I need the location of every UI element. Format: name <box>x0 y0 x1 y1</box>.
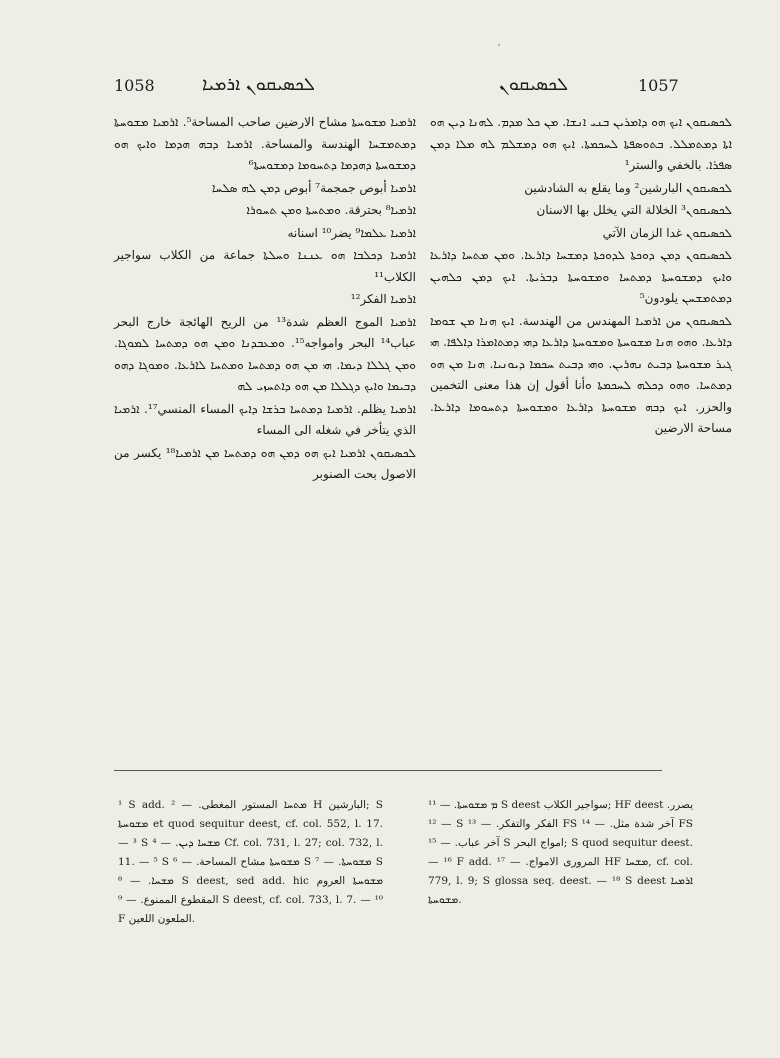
right-running-title: ܠܟܣܝܩܘܢ <box>499 74 569 95</box>
left-page-number: 1058 <box>114 76 155 95</box>
right-column <box>430 112 732 441</box>
entry: ܠܟܣܝܩܘܢ البارشين² وما يقلع به الشادشين <box>524 180 732 195</box>
entry: ܠܟܣܝܩܘܢ غدا الزمان الآتي <box>602 225 732 240</box>
entry: ܐܪܡܝܐ الفكر¹² <box>350 292 416 306</box>
left-running-title: ܠܟܣܝܩܘܢ ܐܪܡܝܐ <box>202 74 315 95</box>
page-header <box>114 74 679 102</box>
entry: ܠܟܣܝܩܘܢ ܕܡܢ ܕܘܟܬܐ ܠܕܘܟܬܐ ܕܡܫܚܐ ܕܐܪܥܐ. ܘܡܢ ܡܬܚܐ ܕܐܪܥܐ ܘܐܝܟ ܕܡܫܘܚܬܐ ܕܡܬܚܐ ܘܡܫܘܚܬܐ ܕܒܪܝܬܐ. ܐܝܟ ܕܡܢ ܟܠܗܝܢ ܕܡܬܡܫܚܢ يلودون⁵ <box>430 248 732 305</box>
footnote-block: ܡ ܡܫܘܚܬܐ. — ¹¹ S deest سواجير الكلاب; HF deest يصرر. — ¹² S الفكر والتفكر. — ¹³ FS آخر شدة مثل. — ¹⁴ FS آخر عباب. — ¹⁵ S امواج البحر; S quod sequitur deest. — ¹⁶ F add. المرورى الامواج. — ¹⁷ HF ܡܫܚܐ, cf. col. 779, l. 9; S glossa seq. deest. — ¹⁸ S deest ܐܪܡܝܐ ܡܫܘܚܬܐ. <box>428 799 694 906</box>
footnotes-right <box>428 796 693 910</box>
entry: ܐܪܡܝܐ يظلم. ܐܪܡܝܐ ܕܡܬܚܐ ܒܪܫܐ ܕܐܝܟ المساء المنسي¹⁷. ܐܪܡܝܐ الذي يتأخر في شغله الى المساء <box>114 401 416 437</box>
entry: ܠܟܣܝܩܘܢ ܐܪܡܝܐ ܐܝܟ ܗܘ ܕܡܢ ܗܘ ܕܡܬܚܐ ܡܢ ܐܪܡܝܐ¹⁸ يكسر من الاصول بحت الصنوبر <box>114 445 416 481</box>
footnote-divider <box>114 770 662 771</box>
page-speck <box>498 44 500 46</box>
entry: ܐܪܡܝܐ⁸ بحترقة. ܘܡܬܚܬܐ ܘܡܢ ܬܚܘܪܐ <box>246 203 416 217</box>
entry: ܠܟܣܝܩܘܢ ܐܝܟ ܗܘ ܕܐܡܪܝܢ ܒܢܝ ܐܢܫܐ. ܡܢ ܟܠ ܡܕܡ. ܠܗܢܐ ܕܝܢ ܗܘ ܐܬܐ ܕܡܬܡܠܠ. ܒܬܘܣܦܬܐ ܠܚܟܡܬܐ. ܐܝܟ ܗܘ ܕܡܫܠܡ ܠܗ ܡܠܐ ܕܡܢ ܣܦܪܐ. بالخفي والستر¹ <box>430 115 732 172</box>
entry: ܐܪܡܝܐ ܥܠܡܐ⁹ يضر¹⁰ اسنانه <box>287 225 416 240</box>
footnote-block: ¹ S add. ܡܬܚܐ المستور المغطى. — ² H البارشين; S ܡܫܘܚܬܐ et quod sequitur deest, cf. col. 552, l. 17. — ³ S ܡܫܚܐ ܕܝܢ. — ⁴ Cf. col. 731, l. 27; col. 732, l. 11. — ⁵ S ܡܫܘܚܬܐ مشاح المساحة. — ⁶ S ܡܫܘܚܬܐ. — ⁷ S ܡܫܚܐ. — ⁸ S deest, sed add. hic ܡܫܘܚܬܐ العروم المقطوع الممنوع. — ⁹ S deest, cf. col. 733, l. 7. — ¹⁰ F الملعون اللعين. <box>118 799 384 925</box>
left-column <box>114 112 416 487</box>
entry: ܐܪܡܝܐ الموج العظم شدة¹³ من الريح الهائجة خارج البحر عباب¹⁴ البحر وامواجه¹⁵. ܘܡܥܒܕܢܐ ܘܡܢ ܗܘ ܕܡܬܚܐ ܠܡܘܓܐ. ܘܡܢ ܓܠܠܐ ܕܝܡܐ. ܗܝ ܡܢ ܗܘ ܕܡܬܚܐ ܘܡܬܚܐ ܠܐܪܥܐ. ܘܡܘܓܐ ܕܗܘ ܕܒܝܡܐ ܘܐܝܟ ܕܓܠܠܐ ܡܢ ܗܘ ܕܐܬܚܙܝ ܠܗ <box>114 314 417 393</box>
entry: ܐܪܡܝܐ ܕܟܠܒܐ ܗܘ ܥܢܢܐ ܘܚܠܬܐ جماعة من الكلاب سواجير الكلاب¹¹ <box>114 248 416 284</box>
entry: ܐܪܡܝܐ أبوص جمجمة⁷ أبوص ܕܡܢ ܠܗ ܣܠܚܐ <box>211 180 416 195</box>
entry: ܠܟܣܝܩܘܢ من ܐܪܡܝܐ المهندس من الهندسة. ܐܝܟ ܗܢܐ ܡܢ ܫܘܡܐ ܕܐܪܥܐ. ܘܗܘ ܗܢܐ ܡܫܘܚܬܐ ܘܡܫܘܚܬܐ ܕܐܪܥܐ ܕܗܝ ܕܡܬܐܡܪܐ ܕܐܠܦܐ. ܗܝ ܓܝܪ ܡܫܘܚܬܐ ܕܒܝܬ ܢܗܪܝܢ. ܘܗܝ ܕܒܝܬ ܚܟܡܐ ܕܝܘܢܝܐ. ܗܢܐ ܡܢ ܗܘ ܕܡܬܚܐ. ܘܗܘ ܕܟܠܗ ܠܚܟܡܬܐ ܘأنا أقول إن هذا معنى التخمين والحزر. ܐܝܟ ܕܒܗ ܡܫܘܚܬܐ ܕܐܪܥܐ ܘܡܫܘܚܬܐ ܕܬܚܘܡܐ ܕܐܪܥܐ. مساحة الارضين <box>430 313 732 435</box>
right-page-number: 1057 <box>638 76 679 95</box>
entry: ܐܪܡܝܐ ܡܫܘܚܬܐ مشاح الارضين صاحب المساحة⁵. ܐܪܡܝܐ ܡܫܘܚܬܐ ܕܡܬܡܫܚܐ الهندسة والمساحة. ܐܪܡܝܐ ܕܒܗ ܗܕܡܐ ܘܐܝܟ ܗܘ ܕܡܫܘܚܬܐ ܕܗܕܡܐ ܕܬܚܘܡܐ ܕܡܫܘܚܬܐ⁶ <box>114 115 416 172</box>
footnotes-left <box>118 796 383 929</box>
entry: ܠܟܣܝܩܘܢ³ الخلالة التي يخلل بها الاسنان <box>536 203 732 217</box>
